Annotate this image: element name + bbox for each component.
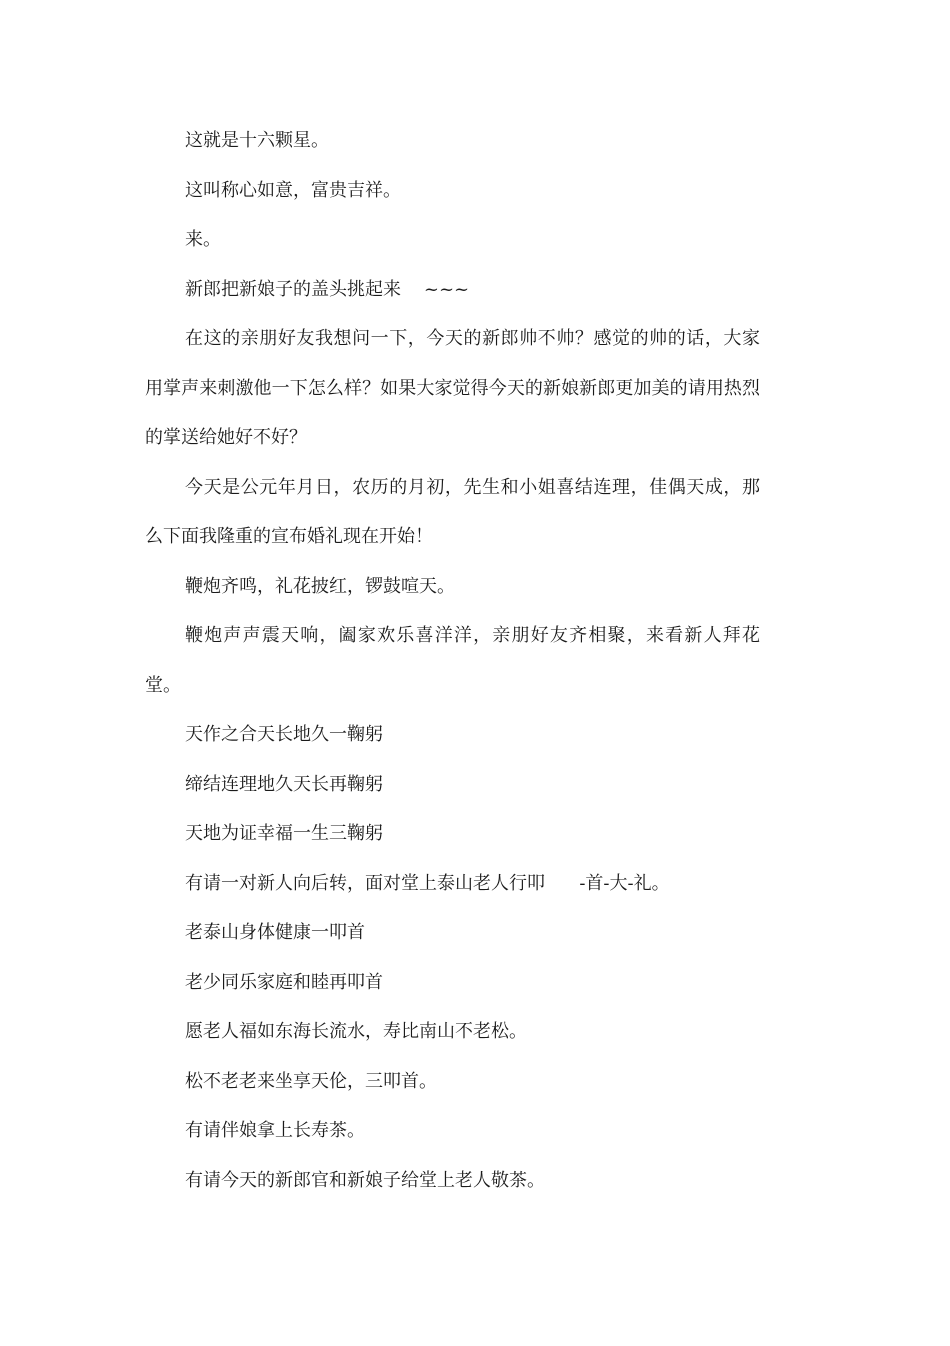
paragraph: 这就是十六颗星。 [185, 130, 329, 151]
paragraph: 有请伴娘拿上长寿茶。 [185, 1120, 365, 1141]
paragraph: 鞭炮齐鸣，礼花披红，锣鼓喧天。 [185, 575, 455, 597]
document-body [145, 116, 760, 1205]
paragraph: 松不老老来坐享天伦，三叩首。 [185, 1070, 437, 1092]
paragraph: 缔结连理地久天长再鞠躬 [185, 773, 383, 795]
paragraph: 今天是公元年月日，农历的月初，先生和小姐喜结连理，佳偶天成，那么下面我隆重的宣布婚礼现在开始！ [145, 476, 760, 547]
paragraph: 天作之合天长地久一鞠躬 [185, 724, 383, 745]
paragraph: 新郎把新娘子的盖头挑起来 ~~~ [185, 278, 470, 300]
paragraph: 有请一对新人向后转，面对堂上泰山老人行叩 -首-大-礼。 [185, 872, 670, 894]
paragraph: 有请今天的新郎官和新娘子给堂上老人敬茶。 [185, 1169, 545, 1191]
paragraph: 来。 [185, 229, 221, 250]
paragraph: 天地为证幸福一生三鞠躬 [185, 823, 383, 844]
paragraph: 在这的亲朋好友我想问一下，今天的新郎帅不帅？感觉的帅的话，大家用掌声来刺激他一下怎么样？如果大家觉得今天的新娘新郎更加美的请用热烈的掌送给她好不好？ [145, 328, 760, 448]
paragraph: 鞭炮声声震天响，阖家欢乐喜洋洋，亲朋好友齐相聚，来看新人拜花堂。 [145, 625, 760, 696]
paragraph: 老泰山身体健康一叩首 [185, 922, 365, 943]
paragraph: 老少同乐家庭和睦再叩首 [185, 971, 383, 993]
paragraph: 这叫称心如意，富贵吉祥。 [185, 179, 401, 201]
paragraph: 愿老人福如东海长流水，寿比南山不老松。 [185, 1021, 527, 1042]
